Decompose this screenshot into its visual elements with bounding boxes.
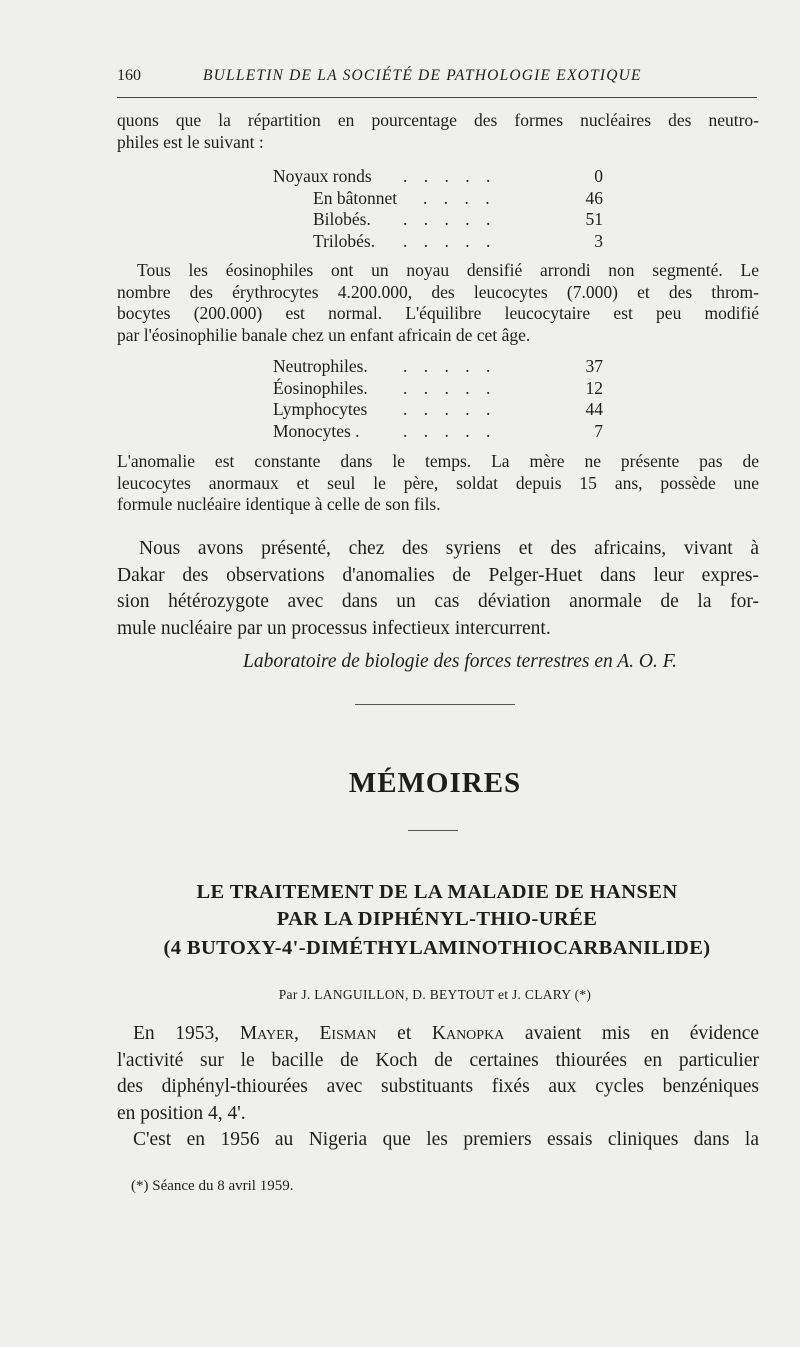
- article-title-line: (4 BUTOXY-4'-DIMÉTHYLAMINOTHIOCARBANILIDE): [163, 937, 711, 959]
- row-value: 7: [594, 420, 603, 441]
- laboratory-affiliation: Laboratoire de biologie des forces terrestres en A. O. F.: [243, 651, 678, 672]
- article-body: [117, 1021, 759, 1154]
- row-value: 3: [594, 230, 603, 251]
- row-label: Lymphocytes: [273, 399, 368, 419]
- leukocyte-table: [273, 356, 603, 442]
- author-name: Mayer: [239, 1023, 294, 1044]
- table-row: [273, 209, 603, 231]
- text-line: bocytes (200.000) est normal. L'équilibre leucocytaire est peu modifié: [117, 303, 759, 323]
- text-line: formule nucléaire identique à celle de son fils.: [117, 494, 441, 514]
- paragraph-intro: [117, 110, 759, 153]
- running-header: BULLETIN DE LA SOCIÉTÉ DE PATHOLOGIE EXOTIQUE: [203, 67, 642, 84]
- text-line: Tous les éosinophiles ont un noyau densifié arrondi non segmenté. Le: [137, 260, 759, 280]
- header-rule: [117, 97, 757, 98]
- text-line: Nous avons présenté, chez des syriens et des africains, vivant à: [139, 538, 759, 559]
- table-row: [273, 378, 603, 400]
- text-line: C'est en 1956 au Nigeria que les premiers essais cliniques dans la: [133, 1129, 759, 1150]
- row-label: Éosinophiles.: [273, 377, 368, 398]
- nuclear-forms-table: [273, 166, 603, 252]
- paragraph-eosinophiles: [117, 260, 759, 346]
- section-divider: [355, 704, 515, 705]
- row-value: 46: [585, 187, 603, 208]
- text-line: leucocytes anormaux et seul le père, soldat depuis 15 ans, possède une: [117, 472, 759, 493]
- row-value: 37: [585, 356, 603, 376]
- leader-dots: . . . . .: [403, 356, 497, 376]
- article-authors: Par J. LANGUILLON, D. BEYTOUT et J. CLARY (*): [278, 987, 592, 1002]
- author-name: Eisman: [319, 1023, 377, 1044]
- text-line: Dakar des observations d'anomalies de Pelger-Huet dans leur expres-: [117, 564, 759, 586]
- text-line: nombre des érythrocytes 4.200.000, des leucocytes (7.000) et des throm-: [117, 281, 759, 302]
- row-value: 44: [585, 399, 603, 419]
- leader-dots: . . . . .: [403, 399, 497, 419]
- heading-underline: [408, 830, 458, 831]
- paragraph-anomalie: [117, 451, 759, 516]
- text-line: des diphényl-thiourées avec substituants fixés aux cycles benzéniques: [117, 1076, 759, 1097]
- text-line: quons que la répartition en pourcentage des formes nucléaires des neutro-: [117, 110, 759, 130]
- leader-dots: . . . . .: [403, 209, 497, 229]
- row-label: Monocytes .: [273, 420, 360, 441]
- paragraph-conclusion: [117, 536, 759, 642]
- leader-dots: . . . . .: [403, 166, 497, 186]
- row-label: Trilobés.: [313, 230, 376, 251]
- leader-dots: . . . . .: [403, 420, 497, 441]
- page-number: 160: [117, 67, 141, 84]
- article-title-line: LE TRAITEMENT DE LA MALADIE DE HANSEN: [196, 881, 678, 903]
- leader-dots: . . . . .: [403, 377, 497, 398]
- text-line: En 1953, Mayer, Eisman et Kanopka avaient mis en évidence: [133, 1023, 759, 1044]
- text-line: par l'éosinophilie banale chez un enfant africain de cet âge.: [117, 324, 531, 345]
- text-line: L'anomalie est constante dans le temps. La mère ne présente pas de: [117, 451, 759, 471]
- text-line: sion hétérozygote avec dans un cas déviation anormale de la for-: [117, 591, 759, 612]
- text-line: l'activité sur le bacille de Koch de certaines thiourées en particulier: [117, 1049, 759, 1071]
- author-name: Kanopka: [431, 1023, 505, 1044]
- row-value: 0: [594, 166, 603, 186]
- row-value: 51: [585, 209, 603, 229]
- text-line: philes est le suivant :: [117, 131, 264, 152]
- text-line: en position 4, 4'.: [117, 1102, 246, 1124]
- row-value: 12: [585, 377, 603, 398]
- leader-dots: . . . .: [423, 187, 496, 208]
- table-row: [273, 166, 603, 188]
- table-row: [273, 231, 603, 253]
- section-heading: MÉMOIRES: [348, 767, 522, 799]
- table-row: [273, 399, 603, 421]
- table-row: [273, 188, 603, 210]
- row-label: Noyaux ronds: [273, 166, 372, 186]
- row-label: Neutrophiles.: [273, 356, 368, 376]
- footnote: (*) Séance du 8 avril 1959.: [131, 1178, 294, 1194]
- article-title-line: PAR LA DIPHÉNYL-THIO-URÉE: [276, 908, 598, 930]
- row-label: Bilobés.: [313, 209, 371, 229]
- leader-dots: . . . . .: [403, 230, 497, 251]
- row-label: En bâtonnet: [313, 187, 398, 208]
- table-row: [273, 356, 603, 378]
- table-row: [273, 421, 603, 443]
- text-line: mule nucléaire par un processus infectieux intercurrent.: [117, 617, 551, 639]
